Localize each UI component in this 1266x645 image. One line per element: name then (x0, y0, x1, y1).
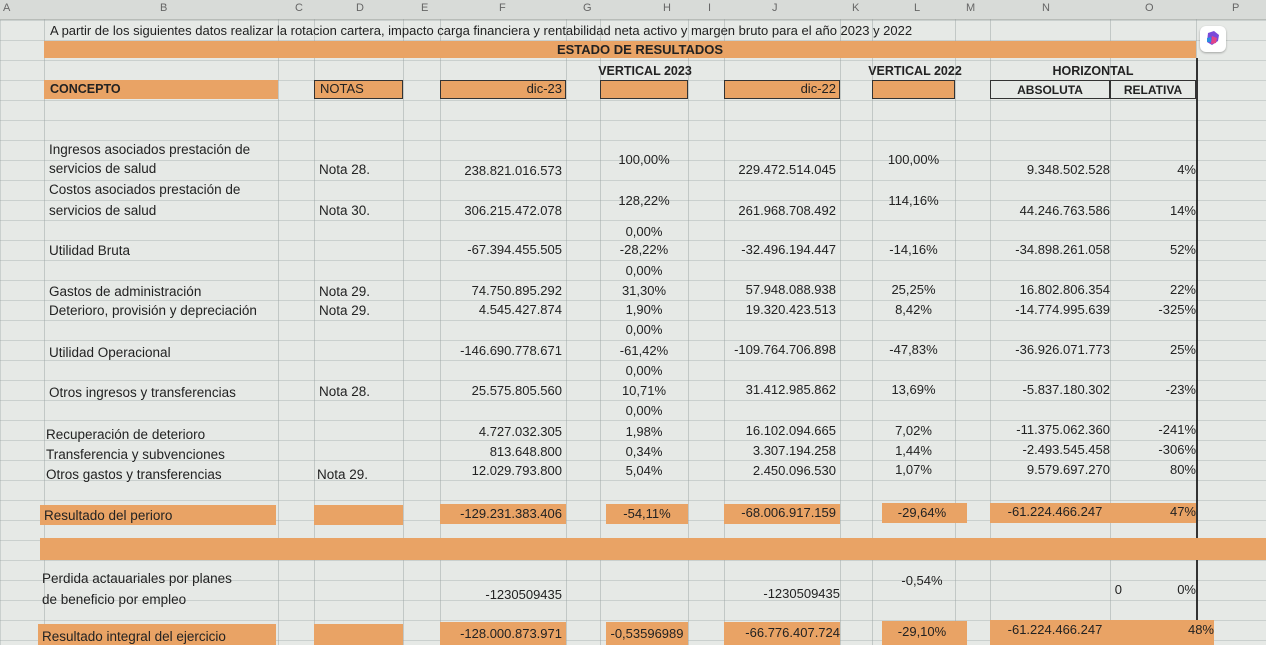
row-deterioro-label[interactable]: Deterioro, provisión y depreciación (49, 303, 257, 318)
row-perdida-2023[interactable]: -1230509435 (485, 587, 562, 602)
col-header-i[interactable]: I (708, 2, 712, 14)
row-ingresos-label-1[interactable]: Ingresos asociados prestación de (49, 142, 251, 157)
row-utilidad-op-2022[interactable]: -109.764.706.898 (734, 342, 836, 357)
row-otros-gastos-abs[interactable]: 9.579.697.270 (1026, 462, 1110, 477)
row-ingresos-nota[interactable]: Nota 28. (319, 162, 371, 177)
section-title: ESTADO DE RESULTADOS (556, 42, 724, 57)
row-otros-gastos-2022[interactable]: 2.450.096.530 (752, 463, 836, 478)
copilot-icon-glyph (1200, 26, 1226, 52)
column-header-bar (0, 0, 1266, 20)
row-otros-gastos-rel[interactable]: 80% (1169, 462, 1196, 477)
row-perdida-abs[interactable]: 0 (1114, 582, 1122, 597)
col-header-d[interactable]: D (356, 2, 364, 14)
col-header-a[interactable]: A (3, 2, 11, 14)
row-costos-pct22[interactable]: 114,16% (888, 193, 939, 208)
row-resultado-integral-rel: 48% (1187, 622, 1214, 637)
row-recuperacion-rel[interactable]: -241% (1158, 422, 1196, 437)
col-header-b[interactable]: B (160, 2, 168, 14)
row-deterioro-pct22[interactable]: 8,42% (895, 302, 932, 317)
row-costos-nota[interactable]: Nota 30. (319, 203, 371, 218)
col-header-h[interactable]: H (663, 2, 671, 14)
col-header-k[interactable]: K (852, 2, 860, 14)
row-recuperacion-2022[interactable]: 16.102.094.665 (745, 423, 836, 438)
row-recuperacion-pct22[interactable]: 7,02% (895, 423, 932, 438)
zero-pct-cell[interactable]: 0,00% (625, 403, 663, 418)
header-pct22-cell[interactable] (872, 80, 955, 99)
row-utilidad-op-2023[interactable]: -146.690.778.671 (460, 343, 562, 358)
row-transferencia-pct22[interactable]: 1,44% (895, 443, 932, 458)
row-utilidad-bruta-rel[interactable]: 52% (1169, 242, 1196, 257)
header-concepto: CONCEPTO (50, 82, 121, 96)
row-ingresos-label-2: servicios de salud (49, 161, 157, 176)
row-resultado-periodo-rel: 47% (1169, 504, 1196, 519)
row-utilidad-op-rel[interactable]: 25% (1169, 342, 1196, 357)
row-utilidad-bruta-abs[interactable]: -34.898.261.058 (1015, 242, 1110, 257)
col-header-n[interactable]: N (1042, 2, 1050, 14)
row-perdida-rel[interactable]: 0% (1177, 582, 1196, 597)
row-otros-ingresos-label[interactable]: Otros ingresos y transferencias (49, 385, 236, 400)
row-perdida-pct22[interactable]: -0,54% (901, 573, 943, 588)
row-deterioro-2023[interactable]: 4.545.427.874 (478, 302, 562, 317)
row-utilidad-bruta-pct22[interactable]: -14,16% (889, 242, 938, 257)
row-costos-label-2: servicios de salud (49, 203, 157, 218)
row-transferencia-2023[interactable]: 813.648.800 (489, 444, 562, 459)
row-transferencia-pct23[interactable]: 0,34% (625, 444, 663, 459)
row-otros-ingresos-pct23[interactable]: 10,71% (621, 383, 667, 398)
row-deterioro-pct23[interactable]: 1,90% (625, 302, 663, 317)
header-notas: NOTAS (320, 81, 364, 96)
row-resultado-integral-2023: -128.000.873.971 (460, 626, 562, 641)
resultado-periodo-nota-cell[interactable] (314, 505, 403, 525)
header-vertical-2023[interactable]: VERTICAL 2023 (598, 64, 692, 78)
row-gastos-admin-2022[interactable]: 57.948.088.938 (745, 282, 836, 297)
row-ingresos-2023[interactable]: 238.821.016.573 (464, 163, 562, 178)
row-ingresos-pct23[interactable]: 100,00% (618, 152, 670, 167)
col-header-f[interactable]: F (499, 2, 506, 14)
row-ingresos-2022[interactable]: 229.472.514.045 (738, 162, 836, 177)
row-transferencia-abs[interactable]: -2.493.545.458 (1022, 442, 1110, 457)
col-header-c[interactable]: C (295, 2, 303, 14)
row-recuperacion-label[interactable]: Recuperación de deterioro (46, 427, 206, 442)
separator-band[interactable] (40, 538, 1266, 560)
row-deterioro-rel[interactable]: -325% (1158, 302, 1196, 317)
col-header-l[interactable]: L (914, 2, 921, 14)
row-gastos-admin-pct22[interactable]: 25,25% (891, 282, 936, 297)
row-utilidad-op-label[interactable]: Utilidad Operacional (49, 345, 171, 360)
row-gastos-admin-label[interactable]: Gastos de administración (49, 284, 202, 299)
row-deterioro-abs[interactable]: -14.774.995.639 (1015, 302, 1110, 317)
zero-pct-cell[interactable]: 0,00% (625, 363, 663, 378)
row-otros-gastos-pct22[interactable]: 1,07% (895, 462, 932, 477)
zero-pct-cell[interactable]: 0,00% (625, 322, 663, 337)
row-otros-gastos-nota[interactable]: Nota 29. (317, 467, 369, 482)
resultado-integral-nota-cell[interactable] (314, 624, 403, 645)
row-recuperacion-2023[interactable]: 4.727.032.305 (478, 424, 562, 439)
instruction-text[interactable]: A partir de los siguientes datos realizar la rotacion cartera, impacto carga financiera y rentabilidad neta activo y margen bruto para el año 2023 y 2022 (50, 23, 913, 38)
header-pct23-cell[interactable] (600, 80, 688, 99)
row-utilidad-bruta-2023[interactable]: -67.394.455.505 (467, 242, 562, 257)
col-header-p[interactable]: P (1232, 2, 1240, 14)
row-utilidad-op-pct23[interactable]: -61,42% (619, 343, 669, 358)
header-relativa: RELATIVA (1123, 83, 1183, 97)
row-otros-gastos-2023[interactable]: 12.029.793.800 (471, 463, 562, 478)
row-costos-label-1[interactable]: Costos asociados prestación de (49, 182, 241, 197)
row-utilidad-bruta-label[interactable]: Utilidad Bruta (49, 243, 131, 258)
row-costos-abs[interactable]: 44.246.763.586 (1019, 203, 1110, 218)
zero-pct-cell[interactable]: 0,00% (625, 224, 663, 239)
row-resultado-periodo-label: Resultado del perioro (44, 508, 173, 523)
header-horizontal[interactable]: HORIZONTAL (1052, 64, 1134, 78)
row-costos-2023[interactable]: 306.215.472.078 (464, 203, 562, 218)
header-vertical-2022[interactable]: VERTICAL 2022 (868, 64, 962, 78)
row-otros-ingresos-nota[interactable]: Nota 28. (319, 384, 371, 399)
row-ingresos-rel[interactable]: 4% (1177, 162, 1196, 177)
row-gastos-admin-2023[interactable]: 74.750.895.292 (471, 283, 562, 298)
row-utilidad-bruta-pct23[interactable]: -28,22% (619, 242, 669, 257)
row-perdida-label-1[interactable]: Perdida actauariales por planes (42, 571, 232, 586)
header-dic23: dic-23 (526, 81, 562, 96)
copilot-icon[interactable] (1200, 26, 1226, 52)
row-perdida-label-2: de beneficio por empleo (42, 592, 187, 607)
row-otros-gastos-label[interactable]: Otros gastos y transferencias (46, 467, 222, 482)
row-resultado-integral-label: Resultado integral del ejercicio (42, 629, 226, 644)
row-resultado-integral-2022: -66.776.407.724 (745, 625, 840, 640)
row-gastos-admin-rel[interactable]: 22% (1169, 282, 1196, 297)
row-otros-ingresos-pct22[interactable]: 13,69% (891, 382, 936, 397)
row-perdida-2022[interactable]: -1230509435 (763, 586, 840, 601)
row-utilidad-op-abs[interactable]: -36.926.071.773 (1015, 342, 1110, 357)
col-header-j[interactable]: J (772, 2, 778, 14)
row-gastos-admin-pct23[interactable]: 31,30% (621, 283, 667, 298)
row-resultado-periodo-abs: -61.224.466.247 (1007, 504, 1103, 519)
row-resultado-periodo-pct23: -54,11% (623, 506, 671, 521)
row-otros-ingresos-2023[interactable]: 25.575.805.560 (471, 383, 562, 398)
row-resultado-integral-pct22: -29,10% (897, 624, 947, 639)
row-resultado-integral-abs: -61.224.466.247 (1007, 622, 1103, 637)
col-header-g[interactable]: G (583, 2, 592, 14)
row-recuperacion-pct23[interactable]: 1,98% (625, 424, 663, 439)
row-costos-2022[interactable]: 261.968.708.492 (738, 203, 836, 218)
row-deterioro-2022[interactable]: 19.320.423.513 (745, 302, 836, 317)
row-otros-ingresos-abs[interactable]: -5.837.180.302 (1022, 382, 1110, 397)
col-header-o[interactable]: O (1145, 2, 1154, 14)
row-resultado-periodo-2023: -129.231.383.406 (460, 506, 562, 521)
row-resultado-integral-pct23: -0,53596989 (610, 626, 684, 641)
row-utilidad-bruta-2022[interactable]: -32.496.194.447 (741, 242, 836, 257)
col-header-e[interactable]: E (421, 2, 429, 14)
row-gastos-admin-nota[interactable]: Nota 29. (319, 284, 371, 299)
header-absoluta: ABSOLUTA (1017, 83, 1083, 97)
row-recuperacion-abs[interactable]: -11.375.062.360 (1016, 422, 1110, 437)
row-transferencia-rel[interactable]: -306% (1158, 442, 1196, 457)
row-otros-gastos-pct23[interactable]: 5,04% (625, 463, 663, 478)
row-otros-ingresos-2022[interactable]: 31.412.985.862 (745, 382, 836, 397)
row-gastos-admin-abs[interactable]: 16.802.806.354 (1019, 282, 1110, 297)
zero-pct-cell[interactable]: 0,00% (625, 263, 663, 278)
row-deterioro-nota[interactable]: Nota 29. (319, 303, 371, 318)
row-utilidad-op-pct22[interactable]: -47,83% (889, 342, 938, 357)
row-transferencia-label[interactable]: Transferencia y subvenciones (46, 447, 225, 462)
row-costos-rel[interactable]: 14% (1169, 203, 1196, 218)
row-costos-pct23[interactable]: 128,22% (618, 193, 670, 208)
row-otros-ingresos-rel[interactable]: -23% (1165, 382, 1196, 397)
row-resultado-periodo-2022: -68.006.917.159 (741, 505, 836, 520)
col-header-m[interactable]: M (966, 2, 976, 14)
row-resultado-periodo-pct22: -29,64% (897, 505, 947, 520)
row-ingresos-pct22[interactable]: 100,00% (887, 152, 940, 167)
header-dic22: dic-22 (800, 81, 836, 96)
row-ingresos-abs[interactable]: 9.348.502.528 (1026, 162, 1110, 177)
row-transferencia-2022[interactable]: 3.307.194.258 (752, 443, 836, 458)
